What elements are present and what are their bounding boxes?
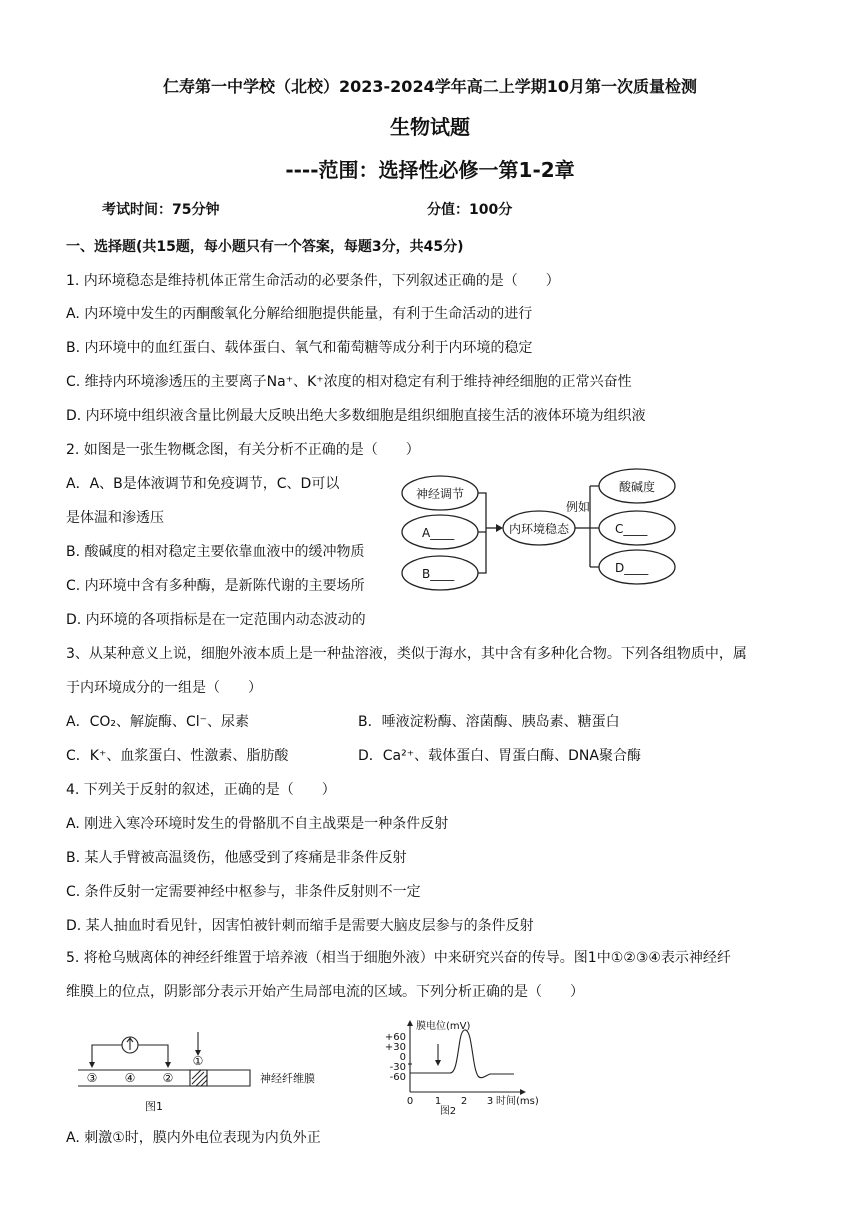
q5-stem-line2: 维膜上的位点，阴影部分表示开始产生局部电流的区域。下列分析正确的是（ ） bbox=[66, 984, 584, 1000]
concept-diagram bbox=[400, 466, 690, 594]
y-tick-5: -60 bbox=[389, 1072, 406, 1083]
q3-option-b: B．唾液淀粉酶、溶菌酶、胰岛素、糖蛋白 bbox=[358, 714, 620, 730]
q3-option-a: A．CO₂、解旋酶、Cl⁻、尿素 bbox=[66, 714, 250, 730]
q1-option-d: D. 内环境中组织液含量比例最大反映出绝大多数细胞是组织细胞直接生活的液体环境为组织液 bbox=[66, 408, 646, 424]
q5-option-a: A. 刺激①时，膜内外电位表现为内负外正 bbox=[66, 1130, 321, 1146]
q2-option-a-line2: 是体温和渗透压 bbox=[66, 510, 164, 526]
x-tick-1: 1 bbox=[434, 1096, 442, 1107]
potential-curve bbox=[410, 1030, 514, 1078]
x-tick-2: 2 bbox=[460, 1096, 468, 1107]
point-2-label: ② bbox=[162, 1071, 174, 1085]
y-axis-label: 膜电位(mV) bbox=[416, 1021, 471, 1032]
diagram-left-bracket bbox=[478, 493, 486, 573]
y-tick-2: +30 bbox=[384, 1042, 406, 1053]
diagram-arrowhead bbox=[496, 524, 503, 532]
q3-stem-line2: 于内环境成分的一组是（ ） bbox=[66, 680, 262, 696]
q4-option-b: B. 某人手臂被高温烫伤，他感受到了疼痛是非条件反射 bbox=[66, 850, 407, 866]
diagram-label-b: B____ bbox=[422, 567, 455, 581]
scope-title: ----范围：选择性必修一第1-2章 bbox=[285, 158, 575, 182]
q4-option-c: C. 条件反射一定需要神经中枢参与，非条件反射则不一定 bbox=[66, 884, 421, 900]
q4-stem: 4. 下列关于反射的叙述，正确的是（ ） bbox=[66, 782, 336, 798]
point-3-label: ③ bbox=[86, 1071, 98, 1085]
y-tick-1: +60 bbox=[384, 1032, 406, 1043]
q2-stem: 2. 如图是一张生物概念图，有关分析不正确的是（ ） bbox=[66, 442, 420, 458]
q3-option-c: C．K⁺、血浆蛋白、性激素、脂肪酸 bbox=[66, 748, 289, 764]
y-axis-arrow bbox=[407, 1020, 413, 1026]
diagram-label-c: C____ bbox=[615, 522, 648, 536]
section-title: 一、选择题(共15题，每小题只有一个答案，每题3分，共45分) bbox=[66, 239, 464, 255]
q2-option-b: B. 酸碱度的相对稳定主要依靠血液中的缓冲物质 bbox=[66, 544, 365, 560]
diagram-label-ph: 酸碱度 bbox=[618, 480, 656, 494]
stimulus-marker-head bbox=[435, 1060, 441, 1066]
y-tick-4: -30 bbox=[389, 1062, 406, 1073]
point-1-label: ① bbox=[192, 1054, 204, 1068]
diagram-label-nervous: 神经调节 bbox=[415, 487, 465, 501]
point-4-label: ④ bbox=[124, 1071, 136, 1085]
exam-score: 分值：100分 bbox=[427, 202, 513, 218]
figure-2-potential-graph bbox=[372, 1018, 552, 1116]
q1-option-c: C. 维持内环境渗透压的主要离子Na⁺、K⁺浓度的相对稳定有利于维持神经细胞的正常兴奋性 bbox=[66, 374, 632, 390]
q4-option-a: A. 刚进入寒冷环境时发生的骨骼肌不自主战栗是一种条件反射 bbox=[66, 816, 449, 832]
diagram-label-a: A____ bbox=[422, 526, 455, 540]
x-axis-label: 时间(ms) bbox=[496, 1096, 539, 1107]
q2-option-a-line1: A．A、B是体液调节和免疫调节，C、D可以 bbox=[66, 476, 340, 492]
q2-option-d: D. 内环境的各项指标是在一定范围内动态波动的 bbox=[66, 612, 366, 628]
school-title: 仁寿第一中学校（北校）2023-2024学年高二上学期10月第一次质量检测 bbox=[163, 77, 697, 96]
x-tick-3: 3 bbox=[486, 1096, 494, 1107]
q5-stem-line1: 5. 将枪乌贼离体的神经纤维置于培养液（相当于细胞外液）中来研究兴奋的传导。图1中①②③④表示神经纤 bbox=[66, 950, 731, 966]
q1-option-b: B. 内环境中的血红蛋白、载体蛋白、氧气和葡萄糖等成分利于内环境的稳定 bbox=[66, 340, 533, 356]
figure-1-nerve-fiber bbox=[74, 1030, 346, 1116]
y-tick-3: 0 bbox=[399, 1052, 406, 1063]
membrane-bracket bbox=[246, 1070, 250, 1086]
diagram-label-example: 例如 bbox=[566, 500, 591, 514]
diagram-label-center: 内环境稳态 bbox=[508, 522, 570, 536]
wire-arrow-left bbox=[89, 1062, 95, 1068]
diagram-right-bracket bbox=[590, 486, 599, 567]
figure-2-caption: 图2 bbox=[439, 1106, 457, 1116]
galvanometer-needle bbox=[127, 1038, 133, 1050]
subject-title: 生物试题 bbox=[390, 115, 470, 139]
q2-option-c: C. 内环境中含有多种酶，是新陈代谢的主要场所 bbox=[66, 578, 365, 594]
figure-1-caption: 图1 bbox=[145, 1100, 163, 1113]
diagram-label-d: D____ bbox=[615, 561, 649, 575]
q4-option-d: D. 某人抽血时看见针，因害怕被针刺而缩手是需要大脑皮层参与的条件反射 bbox=[66, 918, 534, 934]
x-axis-arrow bbox=[520, 1089, 526, 1095]
wire-arrow-right bbox=[165, 1062, 171, 1068]
q1-option-a: A. 内环境中发生的丙酮酸氧化分解给细胞提供能量，有利于生命活动的进行 bbox=[66, 306, 533, 322]
exam-time: 考试时间：75分钟 bbox=[102, 202, 220, 218]
q1-stem: 1. 内环境稳态是维持机体正常生命活动的必要条件，下列叙述正确的是（ ） bbox=[66, 273, 560, 289]
q3-option-d: D．Ca²⁺、载体蛋白、胃蛋白酶、DNA聚合酶 bbox=[358, 748, 641, 764]
x-tick-0: 0 bbox=[406, 1096, 414, 1107]
membrane-label: 神经纤维膜 bbox=[260, 1072, 315, 1085]
q3-stem-line1: 3、从某种意义上说，细胞外液本质上是一种盐溶液，类似于海水，其中含有多种化合物。下列各组物质中，属 bbox=[66, 646, 747, 662]
